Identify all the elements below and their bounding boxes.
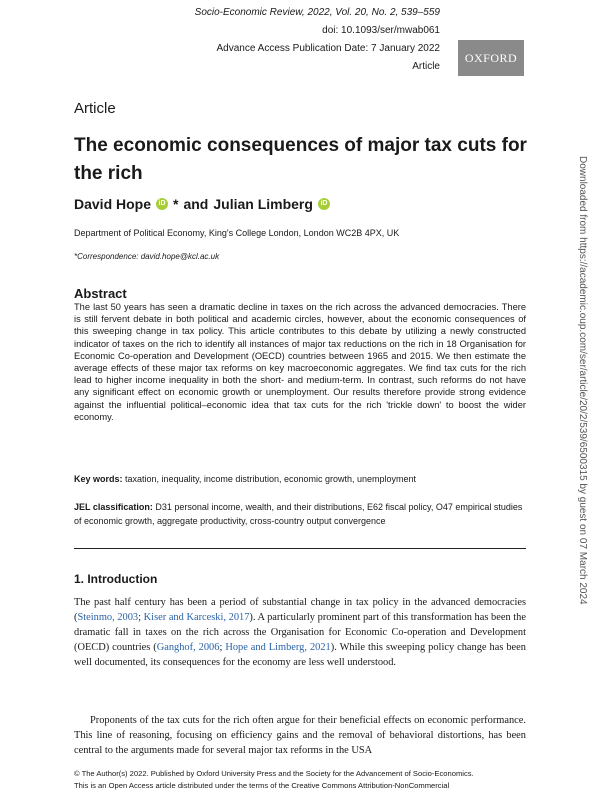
copyright-line: © The Author(s) 2022. Published by Oxford University Press and the Society for the Advancement of Socio-Economics. xyxy=(74,769,474,778)
citation-link[interactable]: Ganghof, 2006 xyxy=(156,642,220,653)
keywords-text: taxation, inequality, income distribution, economic growth, unemployment xyxy=(125,474,417,484)
article-title: The economic consequences of major tax cuts for the rich xyxy=(74,135,527,184)
journal-header xyxy=(190,4,440,76)
download-watermark: Downloaded from https://academic.oup.com/ser/article/20/2/539/6500315 by guest on 07 March 2024 xyxy=(577,156,588,605)
paragraph-text: ; xyxy=(219,642,226,653)
article-type: Article xyxy=(412,61,440,72)
author-line xyxy=(74,196,330,212)
jel-classification xyxy=(74,500,526,528)
body-paragraph: Proponents of the tax cuts for the rich often argue for their beneficial effects on economic performance. This line of reasoning, focusing on efficiency gains and the removal of behavioral distortions, has been central to the arguments made for several major tax reforms in the USA xyxy=(74,715,526,756)
citation-link[interactable]: Steinmo, 2003 xyxy=(77,612,139,623)
correspondence[interactable]: *Correspondence: david.hope@kcl.ac.uk xyxy=(74,252,220,261)
author-name[interactable]: David Hope xyxy=(74,196,152,212)
orcid-icon[interactable]: iD xyxy=(156,198,168,210)
publication-date: Advance Access Publication Date: 7 January 2022 xyxy=(216,43,440,54)
body-paragraph xyxy=(74,595,526,670)
affiliation: Department of Political Economy, King's College London, London WC2B 4PX, UK xyxy=(74,228,400,238)
paragraph-text: ; xyxy=(138,612,144,623)
abstract-text: The last 50 years has seen a dramatic decline in taxes on the rich across the advanced democracies. There is still fervent debate in both political and academic circles, however, about the economic consequences of this sweeping change in tax policy. This article contributes to this debate by utilizing a newly constructed indicator of taxes on the rich to identify all instances of major tax reductions on the rich in 18 Organisation for Economic Co-operation and Development (OECD) countries between 1965 and 2015. We then estimate the average effects of these major tax reforms on key macroeconomic aggregates. We find tax cuts for the rich lead to higher income inequality in both the short- and medium-term. In contrast, such reforms do not have any significant effect on economic growth or unemployment. Our results therefore provide strong evidence against the influential political–economic idea that tax cuts for the rich 'trickle down' to boost the wider economy. xyxy=(74,302,526,422)
author-name[interactable]: Julian Limberg xyxy=(213,196,313,212)
paragraph-text: ). While this sweeping policy change has been well documented, its consequences for the economy are less well understood. xyxy=(74,642,526,668)
paragraph-text: The past half century has been a period of substantial change in tax policy in the advanced democracies ( xyxy=(74,597,526,623)
section-label: Article xyxy=(74,100,116,117)
keywords-label: Key words: xyxy=(74,474,123,484)
author-connector: and xyxy=(183,196,209,212)
section-heading: 1. Introduction xyxy=(74,572,158,586)
abstract-heading: Abstract xyxy=(74,286,127,301)
license-line: This is an Open Access article distributed under the terms of the Creative Commons Attribution-NonCommercial xyxy=(74,781,450,790)
oxford-logo[interactable]: OXFORD xyxy=(458,40,524,76)
citation-link[interactable]: Hope and Limberg, 2021 xyxy=(225,642,331,653)
doi-text[interactable]: doi: 10.1093/ser/mwab061 xyxy=(322,25,440,36)
jel-text: D31 personal income, wealth, and their distributions, E62 fiscal policy, O47 empirical studies of economic growth, aggregate productivity, cross-country output convergence xyxy=(74,502,523,526)
citation-link[interactable]: Kiser and Karceski, 2017 xyxy=(143,612,250,623)
jel-label: JEL classification: xyxy=(74,502,153,512)
correspondence-marker: * xyxy=(173,196,179,212)
divider xyxy=(74,548,526,549)
footer xyxy=(74,768,526,792)
orcid-icon[interactable]: iD xyxy=(318,198,330,210)
keywords xyxy=(74,474,526,484)
paragraph-text: ). A particularly prominent part of this transformation has been the dramatic fall in taxes on the rich across the Organisation for Economic Co-operation and Development (OECD) countries ( xyxy=(74,612,526,653)
journal-citation: Socio-Economic Review, 2022, Vol. 20, No. 2, 539–559 xyxy=(194,7,440,18)
